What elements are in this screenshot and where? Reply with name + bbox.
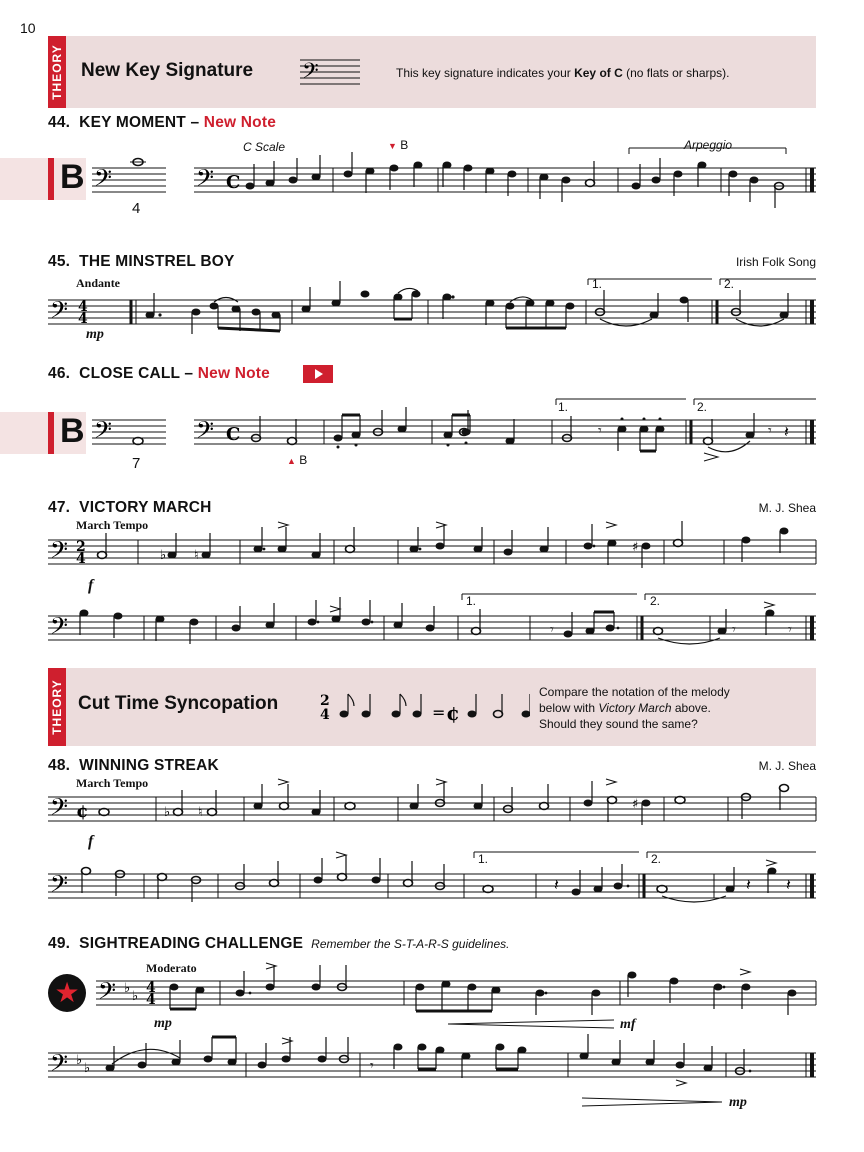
svg-text:𝄢: 𝄢 [50,1049,69,1082]
composer-47: M. J. Shea [758,501,816,515]
svg-text:𝄢: 𝄢 [50,612,69,645]
syncopation-example-icon [320,688,530,728]
dynamic-47: f [88,577,94,594]
ending-1-46: 1. [558,400,569,414]
svg-text:𝄢: 𝄢 [50,870,69,903]
theory-title: Cut Time Syncopation [78,693,279,714]
exercise-48-title: 48. WINNING STREAK [48,757,219,774]
ending-2-45: 2. [724,277,735,291]
ending-2-46: 2. [697,400,708,414]
svg-text:♭: ♭ [132,989,139,1004]
svg-text:𝄢: 𝄢 [196,416,215,449]
ending-1-45: 1. [592,277,603,291]
theory-box-key-signature [48,36,816,108]
new-note-letter: B [60,412,85,450]
staff-47-line-2 [0,600,864,660]
exercise-44-title: 44. KEY MOMENT – New Note [48,114,277,131]
svg-text:𝄾: 𝄾 [598,423,602,439]
dynamic-49-mp: mp [154,1016,172,1031]
composer-45: Irish Folk Song [735,255,816,269]
svg-text:♭: ♭ [124,981,131,996]
ending-1-47: 1. [466,594,477,608]
svg-text:𝄢: 𝄢 [50,536,69,569]
page-number: 10 [20,20,36,36]
svg-text:C: C [226,172,241,193]
ending-2-48: 2. [651,852,662,866]
svg-text:𝄾: 𝄾 [768,423,772,439]
svg-text:♭: ♭ [164,805,171,820]
svg-text:4: 4 [320,707,330,723]
exercise-46-title: 46. CLOSE CALL – New Note [48,365,270,382]
svg-text:♯: ♯ [632,797,639,812]
staff-48-line-2 [0,858,864,918]
svg-text:𝄢: 𝄢 [94,416,113,449]
svg-text:𝄽: 𝄽 [554,875,559,894]
theory-tab-label: THEORY [50,679,64,735]
tempo-45: Andante [76,276,121,290]
svg-text:♮: ♮ [194,548,199,563]
svg-text:=: = [432,703,446,722]
fingering-number: 4 [132,200,141,217]
theory-box-cut-time [48,668,816,746]
svg-text:𝄽: 𝄽 [786,875,791,894]
new-note-letter: B [60,158,85,196]
svg-text:♯: ♯ [632,540,639,555]
exercise-49-title: 49. SIGHTREADING CHALLENGE Remember the S-T-A-R-S guidelines. [48,935,510,952]
svg-text:¢: ¢ [76,801,89,822]
svg-text:C: C [226,424,241,445]
play-button[interactable] [303,365,333,383]
staff-46 [0,405,864,465]
theory-text: This key signature indicates your Key of C (no flats or sharps). [396,66,730,80]
svg-text:2: 2 [76,539,86,555]
svg-text:4: 4 [146,992,156,1008]
staff-49-line-2 [0,1038,864,1098]
star-icon: ★ [48,974,86,1012]
svg-text:𝄢: 𝄢 [302,59,319,89]
svg-text:𝄽: 𝄽 [746,875,751,894]
svg-text:4: 4 [146,980,156,996]
svg-text:4: 4 [78,311,88,327]
composer-48: M. J. Shea [758,759,816,773]
dynamic-49-mp-end: mp [729,1095,747,1110]
key-signature-staff-icon [298,52,368,92]
label-c-scale: C Scale [243,140,286,154]
exercise-47-title: 47. VICTORY MARCH [48,499,212,516]
svg-text:𝄽: 𝄽 [784,422,789,441]
svg-text:𝄾: 𝄾 [370,1058,374,1074]
svg-text:4: 4 [76,551,86,567]
svg-text:𝄢: 𝄢 [98,977,117,1010]
tempo-48: March Tempo [76,776,149,790]
svg-text:2: 2 [320,693,330,709]
svg-text:¢: ¢ [446,701,460,725]
new-note-marker: ▼ B [388,138,409,152]
staff-45 [0,285,864,345]
theory-tab [48,668,66,746]
tempo-49: Moderato [146,961,197,975]
staff-48-line-1 [0,788,864,848]
fingering-number: 7 [132,455,141,472]
dynamic-45: mp [86,327,104,342]
theory-tab [48,36,66,108]
tempo-47: March Tempo [76,518,149,532]
dynamic-49-mf: mf [620,1017,636,1032]
staff-44 [0,150,864,210]
theory-text: Compare the notation of the melody below with Victory March above. Should they sound the same? [539,685,730,731]
svg-text:𝄢: 𝄢 [94,164,113,197]
staff-49-line-1 [0,972,864,1032]
dynamic-48: f [88,833,94,850]
staff-47-line-1 [0,530,864,590]
new-note-marker: ▲ B [287,453,308,467]
theory-title: New Key Signature [81,60,254,81]
svg-text:𝄾: 𝄾 [550,622,554,638]
svg-text:♭: ♭ [160,548,167,563]
svg-text:𝄢: 𝄢 [50,793,69,826]
svg-text:♭: ♭ [84,1061,91,1076]
ending-1-48: 1. [478,852,489,866]
ending-2-47: 2. [650,594,661,608]
label-arpeggio: Arpeggio [684,138,733,152]
svg-text:♮: ♮ [198,805,203,820]
svg-text:♭: ♭ [76,1053,83,1068]
svg-text:4: 4 [78,299,88,315]
exercise-45-title: 45. THE MINSTREL BOY [48,253,235,270]
svg-text:𝄢: 𝄢 [50,296,69,329]
theory-tab-label: THEORY [50,44,64,100]
svg-text:𝄾: 𝄾 [732,622,736,638]
svg-text:𝄾: 𝄾 [788,622,792,638]
svg-text:𝄢: 𝄢 [196,164,215,197]
